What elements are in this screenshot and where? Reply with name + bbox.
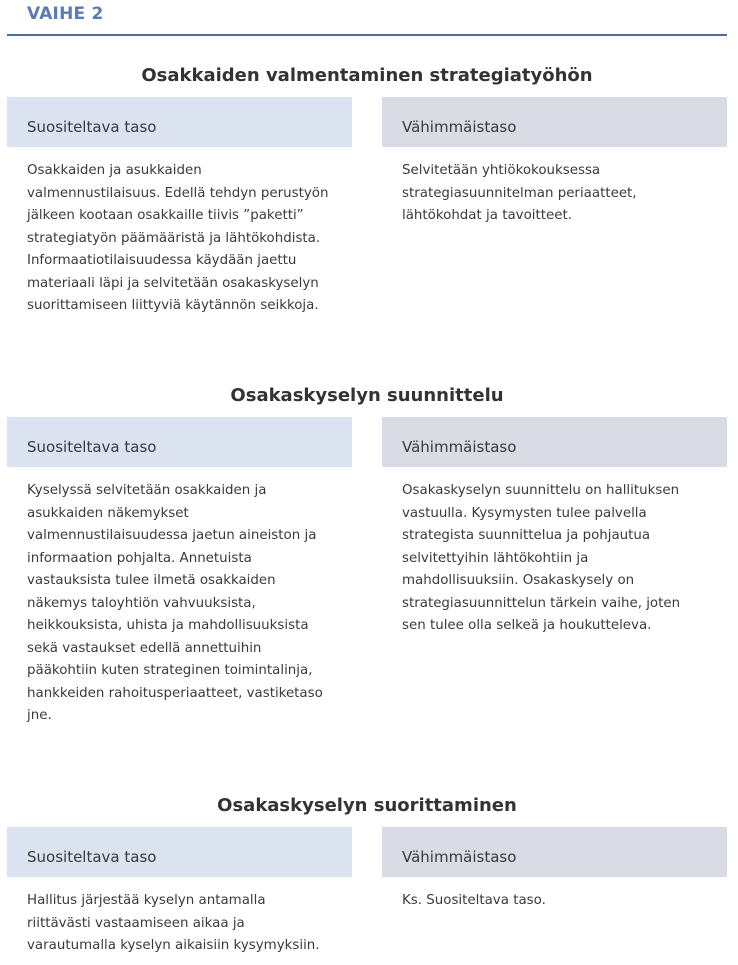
recommended-level-heading (7, 97, 352, 147)
minimum-level-text: Osakaskyselyn suunnittelu on hallituksen vastuulla. Kysymysten tulee palvella strategista suunnittelua ja pohjautua selvitettyihin lähtökohtiin ja mahdollisuuksiin. Osakaskysely on strategiasuunnittelun tärkein vaihe, joten sen tulee olla selkeä ja houkutteleva. (402, 483, 681, 633)
minimum-level-heading-label: Vähimmäistaso (402, 848, 517, 866)
minimum-level-heading-label: Vähimmäistaso (402, 118, 517, 136)
minimum-level-column (382, 417, 727, 638)
recommended-level-heading-label: Suositeltava taso (27, 118, 157, 136)
minimum-level-heading (382, 97, 727, 147)
recommended-level-column (7, 417, 352, 728)
recommended-level-heading-label: Suositeltava taso (27, 848, 157, 866)
minimum-level-heading (382, 417, 727, 467)
minimum-level-text: Ks. Suositeltava taso. (402, 893, 546, 908)
minimum-level-text: Selvitetään yhtiökokouksessa strategiasuunnitelman periaatteet, lähtökohdat ja tavoitteet. (402, 163, 637, 223)
minimum-level-heading (382, 827, 727, 877)
minimum-level-column (382, 97, 727, 228)
recommended-level-heading (7, 827, 352, 877)
phase-header (7, 0, 727, 36)
minimum-level-column (382, 827, 727, 913)
section-title: Osakaskyselyn suorittaminen (217, 795, 517, 816)
section-title: Osakaskyselyn suunnittelu (230, 385, 504, 406)
recommended-level-text: Hallitus järjestää kyselyn antamalla riittävästi vastaamiseen aikaa ja varautumalla kyselyn aikaisiin kysymyksiin. (27, 893, 320, 953)
recommended-level-heading-label: Suositeltava taso (27, 438, 157, 456)
recommended-level-column (7, 827, 352, 958)
recommended-level-column (7, 97, 352, 318)
recommended-level-text: Osakkaiden ja asukkaiden valmennustilaisuus. Edellä tehdyn perustyön jälkeen kootaan osakkaille tiivis ”paketti” strategiatyön päämääristä ja lähtökohdista. Informaatiotilaisuudessa käydään jaettu materiaali läpi ja selvitetään osakaskyselyn suorittamiseen liittyviä käytännön seikkoja. (27, 163, 329, 313)
section-title: Osakkaiden valmentaminen strategiatyöhön (141, 65, 593, 86)
phase-label: VAIHE 2 (27, 4, 104, 24)
recommended-level-text: Kyselyssä selvitetään osakkaiden ja asukkaiden näkemykset valmennustilaisuudessa jaetun aineiston ja informaation pohjalta. Annetuista vastauksista tulee ilmetä osakkaiden näkemys taloyhtiön vahvuuksista, heikkouksista, uhista ja mahdollisuuksista sekä vastaukset edellä annettuihin pääkohtiin kuten strateginen toimintalinja, hankkeiden rahoitusperiaatteet, vastiketaso jne. (27, 483, 323, 723)
recommended-level-heading (7, 417, 352, 467)
minimum-level-heading-label: Vähimmäistaso (402, 438, 517, 456)
